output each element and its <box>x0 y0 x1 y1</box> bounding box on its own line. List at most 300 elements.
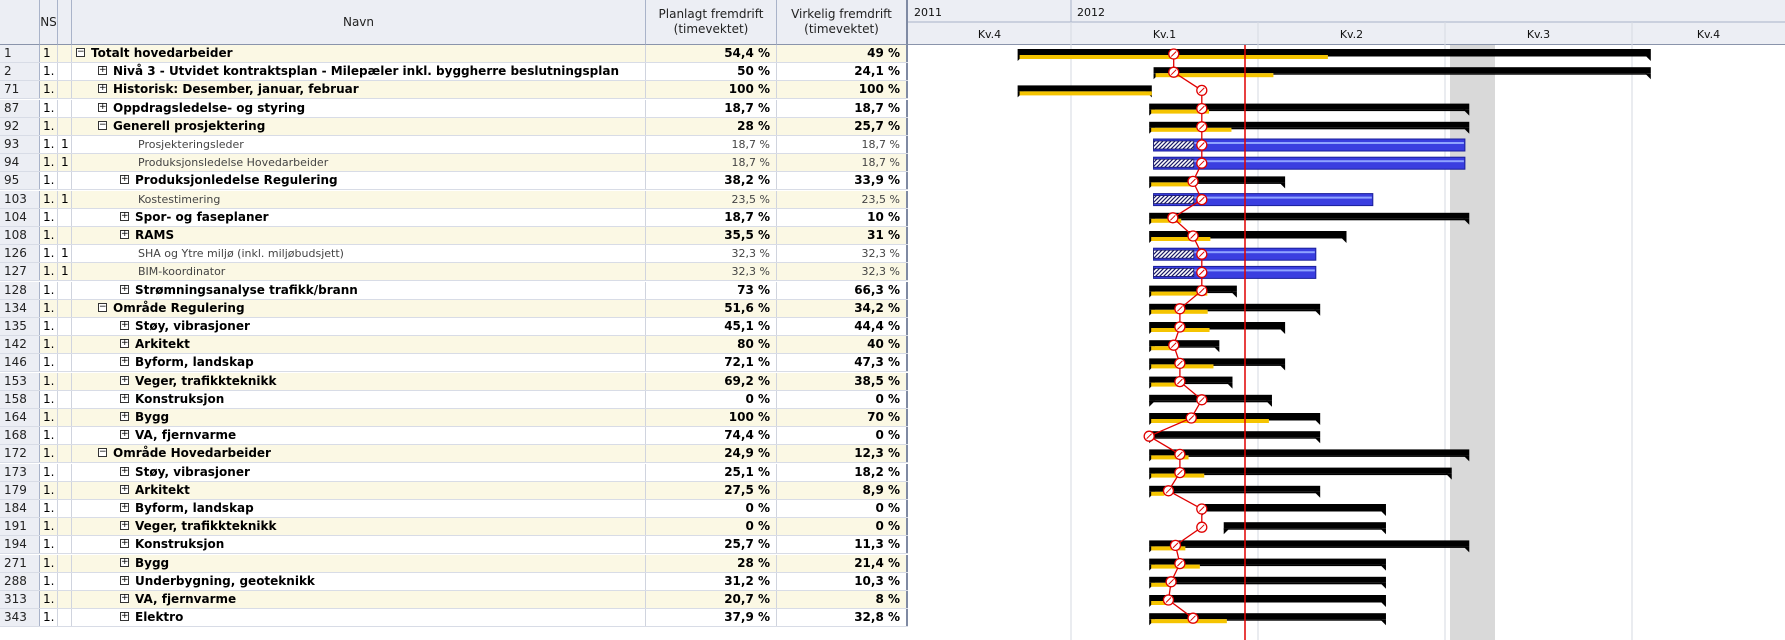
task-row[interactable] <box>0 245 908 263</box>
row-name-cell[interactable] <box>72 136 646 153</box>
resource-progress-hatch <box>1154 141 1194 149</box>
row-name-cell[interactable] <box>72 263 646 280</box>
row-id: 134 <box>0 300 40 317</box>
row-ws: 1. <box>40 118 58 135</box>
row-planned-progress: 18,7 % <box>646 154 777 171</box>
row-ws-sub <box>58 172 72 189</box>
row-ws-sub <box>58 609 72 626</box>
row-name: Generell prosjektering <box>113 118 266 133</box>
row-id: 343 <box>0 609 40 626</box>
row-id: 104 <box>0 209 40 226</box>
row-actual-progress: 33,9 % <box>777 172 908 189</box>
task-row[interactable] <box>0 227 908 245</box>
row-name: Område Hovedarbeider <box>113 446 271 461</box>
task-row[interactable] <box>0 609 908 627</box>
task-row[interactable] <box>0 464 908 482</box>
expand-icon[interactable]: + <box>121 556 129 567</box>
expand-icon[interactable]: + <box>121 429 129 440</box>
row-ws-sub <box>58 391 72 408</box>
year-label-2012: 2012 <box>1077 6 1105 19</box>
row-actual-progress: 8 % <box>777 591 908 608</box>
row-name-cell[interactable] <box>72 227 646 244</box>
summary-bar <box>1149 613 1386 619</box>
task-row[interactable] <box>0 555 908 573</box>
remaining-bar <box>1210 237 1342 239</box>
row-name: Strømningsanalyse trafikk/brann <box>135 282 358 297</box>
row-name: Oppdragsledelse- og styring <box>113 100 306 115</box>
row-name: Arkitekt <box>135 482 190 497</box>
row-name-cell[interactable] <box>72 482 646 499</box>
row-name: BIM-koordinator <box>138 265 226 279</box>
row-id: 126 <box>0 245 40 262</box>
expand-icon[interactable]: + <box>99 65 107 76</box>
row-ws-sub: 1 <box>58 245 72 262</box>
row-ws-sub <box>58 336 72 353</box>
row-planned-progress: 50 % <box>646 63 777 80</box>
header-name[interactable] <box>72 0 646 45</box>
row-ws: 1. <box>40 282 58 299</box>
row-planned-progress: 45,1 % <box>646 318 777 335</box>
row-actual-progress: 18,2 % <box>777 464 908 481</box>
row-id: 127 <box>0 263 40 280</box>
remaining-bar <box>1231 128 1465 130</box>
remaining-bar <box>1177 346 1215 348</box>
row-planned-progress: 23,5 % <box>646 191 777 208</box>
header-actual-line1: Virkelig fremdrift <box>791 7 892 21</box>
task-row[interactable] <box>0 300 908 318</box>
quarter-label: Kv.3 <box>1526 28 1551 41</box>
row-name-cell[interactable] <box>72 373 646 390</box>
resource-progress-hatch <box>1154 196 1194 204</box>
row-name-cell[interactable] <box>72 45 646 62</box>
row-planned-progress: 51,6 % <box>646 300 777 317</box>
row-name: Støy, vibrasjoner <box>135 464 250 479</box>
row-name: Støy, vibrasjoner <box>135 319 250 333</box>
row-ws: 1. <box>40 573 58 590</box>
row-name: Veger, trafikkteknikk <box>135 373 277 388</box>
gantt-chart[interactable] <box>908 0 1785 640</box>
row-ws-sub <box>58 63 72 80</box>
row-ws-sub <box>58 45 72 62</box>
remaining-bar <box>1209 110 1465 112</box>
row-ws-sub <box>58 555 72 572</box>
row-name: Spor- og faseplaner <box>135 209 269 224</box>
row-actual-progress: 40 % <box>777 336 908 353</box>
expand-icon[interactable]: + <box>121 465 129 476</box>
row-id: 92 <box>0 118 40 135</box>
row-name-cell[interactable] <box>72 500 646 517</box>
expand-icon[interactable]: + <box>121 483 129 494</box>
row-id: 168 <box>0 427 40 444</box>
row-actual-progress: 18,7 % <box>777 154 908 171</box>
row-id: 191 <box>0 518 40 535</box>
row-ws-sub <box>58 591 72 608</box>
remaining-bar <box>1269 419 1316 421</box>
task-row[interactable] <box>0 336 908 354</box>
expand-icon[interactable]: + <box>121 502 129 512</box>
expand-icon[interactable]: + <box>121 229 129 239</box>
remaining-bar <box>1149 437 1316 439</box>
row-planned-progress: 18,7 % <box>646 209 777 226</box>
task-row[interactable] <box>0 591 908 609</box>
row-ws-sub <box>58 100 72 117</box>
task-row[interactable] <box>0 445 908 463</box>
expand-icon[interactable]: + <box>121 174 129 185</box>
row-ws: 1. <box>40 464 58 481</box>
row-actual-progress: 0 % <box>777 391 908 408</box>
expand-icon[interactable]: + <box>121 283 129 294</box>
expand-icon[interactable]: + <box>121 538 129 549</box>
row-ws: 1. <box>40 100 58 117</box>
summary-bar <box>1018 49 1651 55</box>
remaining-bar <box>1213 364 1281 366</box>
row-id: 103 <box>0 191 40 208</box>
row-name-cell[interactable] <box>72 245 646 262</box>
header-planned[interactable] <box>646 0 777 45</box>
row-actual-progress: 100 % <box>777 81 908 98</box>
row-name: Byform, landskap <box>135 501 254 515</box>
row-name-cell[interactable] <box>72 318 646 335</box>
row-actual-progress: 11,3 % <box>777 536 908 553</box>
row-name-cell[interactable] <box>72 209 646 226</box>
task-row[interactable] <box>0 191 908 209</box>
row-ws-sub <box>58 282 72 299</box>
summary-bar <box>1149 431 1320 437</box>
summary-bar <box>1149 486 1320 492</box>
task-row[interactable] <box>0 318 908 336</box>
remaining-bar <box>1208 310 1317 312</box>
summary-bar <box>1149 322 1285 328</box>
row-actual-progress: 12,3 % <box>777 445 908 462</box>
row-name: Totalt hovedarbeider <box>91 46 233 60</box>
row-planned-progress: 80 % <box>646 336 777 353</box>
row-name-cell[interactable] <box>72 573 646 590</box>
row-name: Historisk: Desember, januar, februar <box>113 82 359 97</box>
row-planned-progress: 20,7 % <box>646 591 777 608</box>
task-row[interactable] <box>0 63 908 81</box>
header-actual[interactable] <box>777 0 908 45</box>
row-ws: 1. <box>40 154 58 171</box>
row-ws: 1. <box>40 373 58 390</box>
row-planned-progress: 100 % <box>646 81 777 98</box>
row-ws-sub <box>58 373 72 390</box>
row-id: 153 <box>0 373 40 390</box>
row-planned-progress: 0 % <box>646 518 777 535</box>
row-id: 135 <box>0 318 40 335</box>
shaded-period <box>1450 45 1495 640</box>
row-name-cell[interactable] <box>72 336 646 353</box>
row-id: 172 <box>0 445 40 462</box>
task-row[interactable] <box>0 427 908 445</box>
row-id: 164 <box>0 409 40 426</box>
row-ws: 1. <box>40 263 58 280</box>
header-id[interactable] <box>0 0 40 45</box>
task-row[interactable] <box>0 136 908 154</box>
row-name-cell[interactable] <box>72 409 646 426</box>
row-planned-progress: 38,2 % <box>646 172 777 189</box>
row-actual-progress: 8,9 % <box>777 482 908 499</box>
row-name: VA, fjernvarme <box>135 428 237 443</box>
row-ws-sub <box>58 500 72 517</box>
summary-bar <box>1149 340 1219 346</box>
row-name-cell[interactable] <box>72 536 646 553</box>
row-name-cell[interactable] <box>72 427 646 444</box>
row-actual-progress: 0 % <box>777 500 908 517</box>
row-name-cell[interactable] <box>72 63 646 80</box>
expand-icon[interactable]: + <box>121 411 129 421</box>
row-name-cell[interactable] <box>72 555 646 572</box>
row-planned-progress: 0 % <box>646 391 777 408</box>
task-row[interactable] <box>0 154 908 172</box>
row-name: Nivå 3 - Utvidet kontraktsplan - Milepæler inkl. byggherre beslutningsplan <box>113 64 620 79</box>
resource-progress-hatch <box>1154 250 1194 258</box>
header-ws2[interactable] <box>58 0 72 45</box>
row-planned-progress: 25,1 % <box>646 464 777 481</box>
row-id: 95 <box>0 172 40 189</box>
row-ws-sub <box>58 536 72 553</box>
row-name-cell[interactable] <box>72 391 646 408</box>
row-id: 93 <box>0 136 40 153</box>
remaining-bar <box>1207 292 1233 294</box>
collapse-icon[interactable]: − <box>99 447 107 458</box>
row-id: 271 <box>0 555 40 572</box>
task-row[interactable] <box>0 518 908 536</box>
task-row[interactable] <box>0 118 908 136</box>
row-name-cell[interactable] <box>72 609 646 626</box>
task-row[interactable] <box>0 354 908 372</box>
row-planned-progress: 28 % <box>646 555 777 572</box>
remaining-bar <box>1202 510 1382 512</box>
task-row[interactable] <box>0 282 908 300</box>
row-ws: 1. <box>40 300 58 317</box>
row-planned-progress: 18,7 % <box>646 100 777 117</box>
row-name-cell[interactable] <box>72 354 646 371</box>
row-actual-progress: 66,3 % <box>777 282 908 299</box>
row-actual-progress: 23,5 % <box>777 191 908 208</box>
row-name-cell[interactable] <box>72 118 646 135</box>
expand-icon[interactable]: + <box>121 611 129 622</box>
summary-bar <box>1149 358 1285 364</box>
row-ws-sub <box>58 518 72 535</box>
summary-bar <box>1154 67 1651 73</box>
row-name-cell[interactable] <box>72 282 646 299</box>
row-ws: 1. <box>40 555 58 572</box>
row-ws-sub <box>58 409 72 426</box>
row-ws: 1. <box>40 391 58 408</box>
header-ws[interactable] <box>40 0 58 45</box>
progress-bar <box>1151 128 1231 132</box>
expand-icon[interactable]: + <box>121 210 129 221</box>
row-id: 94 <box>0 154 40 171</box>
expand-icon[interactable]: + <box>121 320 129 330</box>
remaining-bar <box>1168 601 1382 603</box>
expand-icon[interactable]: + <box>121 392 129 403</box>
task-row[interactable] <box>0 500 908 518</box>
row-name: Byform, landskap <box>135 355 254 370</box>
remaining-bar <box>1273 73 1646 75</box>
row-ws-sub <box>58 427 72 444</box>
row-actual-progress: 38,5 % <box>777 373 908 390</box>
progress-bar <box>1151 237 1210 241</box>
row-actual-progress: 10 % <box>777 209 908 226</box>
row-ws: 1. <box>40 409 58 426</box>
row-ws: 1 <box>40 45 58 62</box>
expand-icon[interactable]: + <box>121 593 129 603</box>
row-id: 184 <box>0 500 40 517</box>
task-row[interactable] <box>0 482 908 500</box>
row-id: 173 <box>0 464 40 481</box>
quarter-label: Kv.2 <box>1339 28 1364 41</box>
row-name-cell[interactable] <box>72 300 646 317</box>
row-planned-progress: 24,9 % <box>646 445 777 462</box>
summary-bar <box>1149 377 1232 383</box>
expand-icon[interactable]: + <box>99 83 107 94</box>
row-ws-sub: 1 <box>58 191 72 208</box>
task-row[interactable] <box>0 209 908 227</box>
row-ws: 1. <box>40 482 58 499</box>
task-row[interactable] <box>0 263 908 281</box>
remaining-bar <box>1224 528 1382 530</box>
row-name: Konstruksjon <box>135 537 225 552</box>
row-name-cell[interactable] <box>72 81 646 98</box>
row-name-cell[interactable] <box>72 518 646 535</box>
row-planned-progress: 69,2 % <box>646 373 777 390</box>
collapse-icon[interactable]: − <box>99 119 107 130</box>
remaining-bar <box>1227 619 1382 621</box>
row-actual-progress: 21,4 % <box>777 555 908 572</box>
row-planned-progress: 25,7 % <box>646 536 777 553</box>
quarter-label: Kv.1 <box>1152 28 1177 41</box>
remaining-bar <box>1204 474 1447 476</box>
row-name-cell[interactable] <box>72 154 646 171</box>
row-name-cell[interactable] <box>72 172 646 189</box>
collapse-icon[interactable]: − <box>99 301 107 312</box>
row-planned-progress: 54,4 % <box>646 45 777 62</box>
expand-icon[interactable]: + <box>121 338 129 349</box>
row-planned-progress: 32,3 % <box>646 245 777 262</box>
remaining-bar <box>1189 455 1466 457</box>
row-planned-progress: 37,9 % <box>646 609 777 626</box>
row-ws: 1. <box>40 336 58 353</box>
row-ws: 1. <box>40 63 58 80</box>
row-id: 87 <box>0 100 40 117</box>
row-ws-sub <box>58 81 72 98</box>
row-name-cell[interactable] <box>72 464 646 481</box>
row-name: VA, fjernvarme <box>135 592 237 606</box>
task-row[interactable] <box>0 373 908 391</box>
row-ws: 1. <box>40 500 58 517</box>
expand-icon[interactable]: + <box>121 574 129 585</box>
summary-bar <box>1149 413 1320 419</box>
row-name-cell[interactable] <box>72 445 646 462</box>
row-name: Prosjekteringsleder <box>138 138 244 151</box>
remaining-bar <box>1174 583 1382 585</box>
row-id: 146 <box>0 354 40 371</box>
progress-bar <box>1151 419 1269 423</box>
row-actual-progress: 70 % <box>777 409 908 426</box>
row-name-cell[interactable] <box>72 591 646 608</box>
expand-icon[interactable]: + <box>121 520 129 531</box>
row-name: Kostestimering <box>138 192 221 206</box>
row-actual-progress: 18,7 % <box>777 100 908 117</box>
row-planned-progress: 72,1 % <box>646 354 777 371</box>
row-actual-progress: 24,1 % <box>777 63 908 80</box>
row-actual-progress: 32,3 % <box>777 245 908 262</box>
row-planned-progress: 28 % <box>646 118 777 135</box>
header-ws-label: NS <box>40 14 57 29</box>
header-actual-line2: (timevektet) <box>804 22 879 36</box>
row-ws-sub: 1 <box>58 136 72 153</box>
task-row[interactable] <box>0 100 908 118</box>
task-row[interactable] <box>0 45 908 63</box>
summary-bar <box>1149 595 1386 601</box>
task-row[interactable] <box>0 409 908 427</box>
row-ws-sub <box>58 445 72 462</box>
row-planned-progress: 73 % <box>646 282 777 299</box>
summary-bar <box>1018 85 1152 91</box>
remaining-bar <box>1195 182 1281 184</box>
row-actual-progress: 0 % <box>777 427 908 444</box>
task-row[interactable] <box>0 573 908 591</box>
row-id: 1 <box>0 45 40 62</box>
row-id: 128 <box>0 282 40 299</box>
row-ws: 1. <box>40 427 58 444</box>
row-id: 2 <box>0 63 40 80</box>
row-ws: 1. <box>40 591 58 608</box>
row-ws: 1. <box>40 245 58 262</box>
year-label-2011: 2011 <box>914 6 942 19</box>
expand-icon[interactable]: + <box>121 356 129 367</box>
task-row[interactable] <box>0 391 908 409</box>
row-ws: 1. <box>40 445 58 462</box>
summary-bar <box>1149 286 1237 292</box>
row-planned-progress: 0 % <box>646 500 777 517</box>
task-row[interactable] <box>0 81 908 99</box>
row-ws: 1. <box>40 209 58 226</box>
row-id: 313 <box>0 591 40 608</box>
summary-bar <box>1149 395 1272 401</box>
collapse-icon[interactable]: − <box>77 47 85 57</box>
progress-bar <box>1151 492 1164 496</box>
row-ws-sub <box>58 482 72 499</box>
quarter-label: Kv.4 <box>977 28 1002 41</box>
row-name-cell[interactable] <box>72 191 646 208</box>
expand-icon[interactable]: + <box>121 374 129 385</box>
row-name-cell[interactable] <box>72 100 646 117</box>
remaining-bar <box>1181 383 1228 385</box>
summary-bar <box>1149 449 1469 455</box>
row-planned-progress: 74,4 % <box>646 427 777 444</box>
row-ws-sub <box>58 209 72 226</box>
remaining-bar <box>1200 565 1382 567</box>
task-row[interactable] <box>0 536 908 554</box>
row-name: Veger, trafikkteknikk <box>135 519 277 534</box>
row-ws: 1. <box>40 354 58 371</box>
row-name: Produksjonsledelse Hovedarbeider <box>138 156 329 170</box>
row-id: 71 <box>0 81 40 98</box>
row-id: 288 <box>0 573 40 590</box>
row-planned-progress: 100 % <box>646 409 777 426</box>
summary-bar <box>1149 231 1346 237</box>
row-actual-progress: 34,2 % <box>777 300 908 317</box>
row-ws: 1. <box>40 172 58 189</box>
row-actual-progress: 32,3 % <box>777 263 908 280</box>
row-actual-progress: 10,3 % <box>777 573 908 590</box>
task-row[interactable] <box>0 172 908 190</box>
expand-icon[interactable]: + <box>99 101 107 112</box>
row-ws-sub <box>58 464 72 481</box>
row-actual-progress: 25,7 % <box>777 118 908 135</box>
